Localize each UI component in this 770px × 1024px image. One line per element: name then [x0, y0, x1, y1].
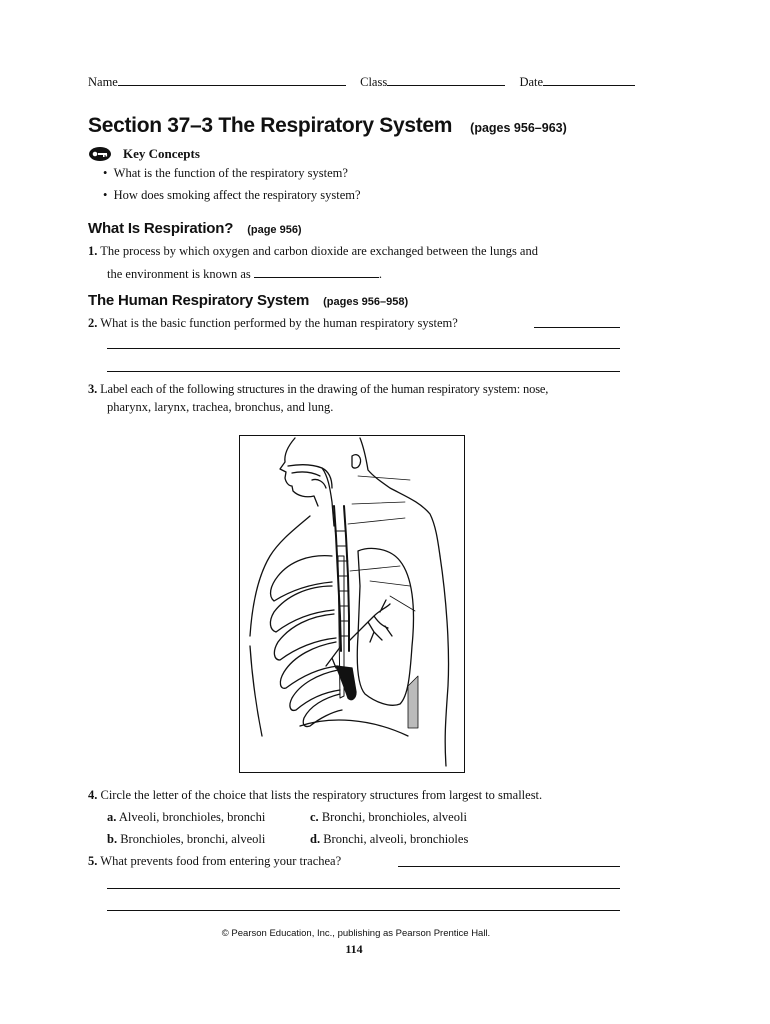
date-label: Date	[519, 75, 544, 89]
question-2-text: What is the basic function performed by the human respiratory system?	[100, 316, 458, 330]
respiratory-system-figure	[239, 435, 465, 773]
respiratory-diagram	[240, 436, 463, 771]
key-concepts-label: Key Concepts	[123, 146, 200, 161]
name-field[interactable]	[118, 73, 346, 86]
answer-5-line[interactable]	[398, 866, 620, 867]
question-4: 4. Circle the letter of the choice that lists the respiratory structures from largest to smallest.	[88, 788, 543, 802]
section-title: Section 37–3 The Respiratory System	[88, 114, 453, 137]
page-number-row	[0, 942, 708, 957]
class-field[interactable]	[387, 73, 505, 86]
date-field[interactable]	[543, 73, 635, 86]
answer-1-field[interactable]	[254, 265, 379, 278]
respiration-heading-row	[88, 220, 302, 238]
answer-2-line[interactable]	[534, 327, 620, 328]
section-pages: (pages 956–963)	[470, 121, 567, 135]
answer-2-line[interactable]	[107, 348, 620, 349]
choice-a[interactable]: a. Alveoli, bronchioles, bronchi	[107, 810, 266, 824]
question-3-text: Label each of the following structures in the drawing of the human respiratory system: nose,	[100, 382, 549, 396]
choice-b[interactable]: b. Bronchioles, bronchi, alveoli	[107, 832, 266, 846]
choice-c[interactable]: c. Bronchi, bronchioles, alveoli	[310, 810, 467, 824]
human-system-heading: The Human Respiratory System	[88, 292, 310, 309]
answer-2-line[interactable]	[107, 371, 620, 372]
key-concept-item: • What is the function of the respiratory system?	[103, 166, 348, 180]
question-5: 5. What prevents food from entering your trachea?	[88, 854, 342, 868]
class-label: Class	[360, 75, 388, 89]
footer-copyright-row	[0, 928, 712, 939]
key-concept-item: • How does smoking affect the respiratory system?	[103, 188, 361, 202]
question-5-text: What prevents food from entering your trachea?	[100, 854, 342, 868]
answer-5-line[interactable]	[107, 910, 620, 911]
footer-copyright: © Pearson Education, Inc., publishing as Pearson Prentice Hall.	[221, 928, 491, 939]
question-3-line2: pharynx, larynx, trachea, bronchus, and lung.	[107, 400, 334, 414]
name-label: Name	[88, 75, 118, 89]
question-1: 1. The process by which oxygen and carbon dioxide are exchanged between the lungs and	[88, 244, 538, 258]
human-system-heading-row	[88, 292, 408, 310]
respiration-pages: (page 956)	[247, 224, 302, 236]
question-1-line2: the environment is known as .	[107, 267, 382, 281]
page-number: 114	[345, 942, 363, 956]
key-concepts-header	[88, 145, 200, 163]
question-2: 2. What is the basic function performed by the human respiratory system?	[88, 316, 458, 330]
human-system-pages: (pages 956–958)	[323, 296, 409, 308]
section-header	[88, 114, 567, 138]
question-4-text: Circle the letter of the choice that lists the respiratory structures from largest to smallest.	[100, 788, 543, 802]
header-row	[88, 73, 635, 90]
question-1-text: The process by which oxygen and carbon dioxide are exchanged between the lungs and	[100, 244, 538, 258]
answer-5-line[interactable]	[107, 888, 620, 889]
question-3: 3. Label each of the following structures in the drawing of the human respiratory system: nose,	[88, 382, 549, 396]
respiration-heading: What Is Respiration?	[88, 220, 234, 237]
key-icon	[88, 146, 112, 162]
choice-d[interactable]: d. Bronchi, alveoli, bronchioles	[310, 832, 469, 846]
